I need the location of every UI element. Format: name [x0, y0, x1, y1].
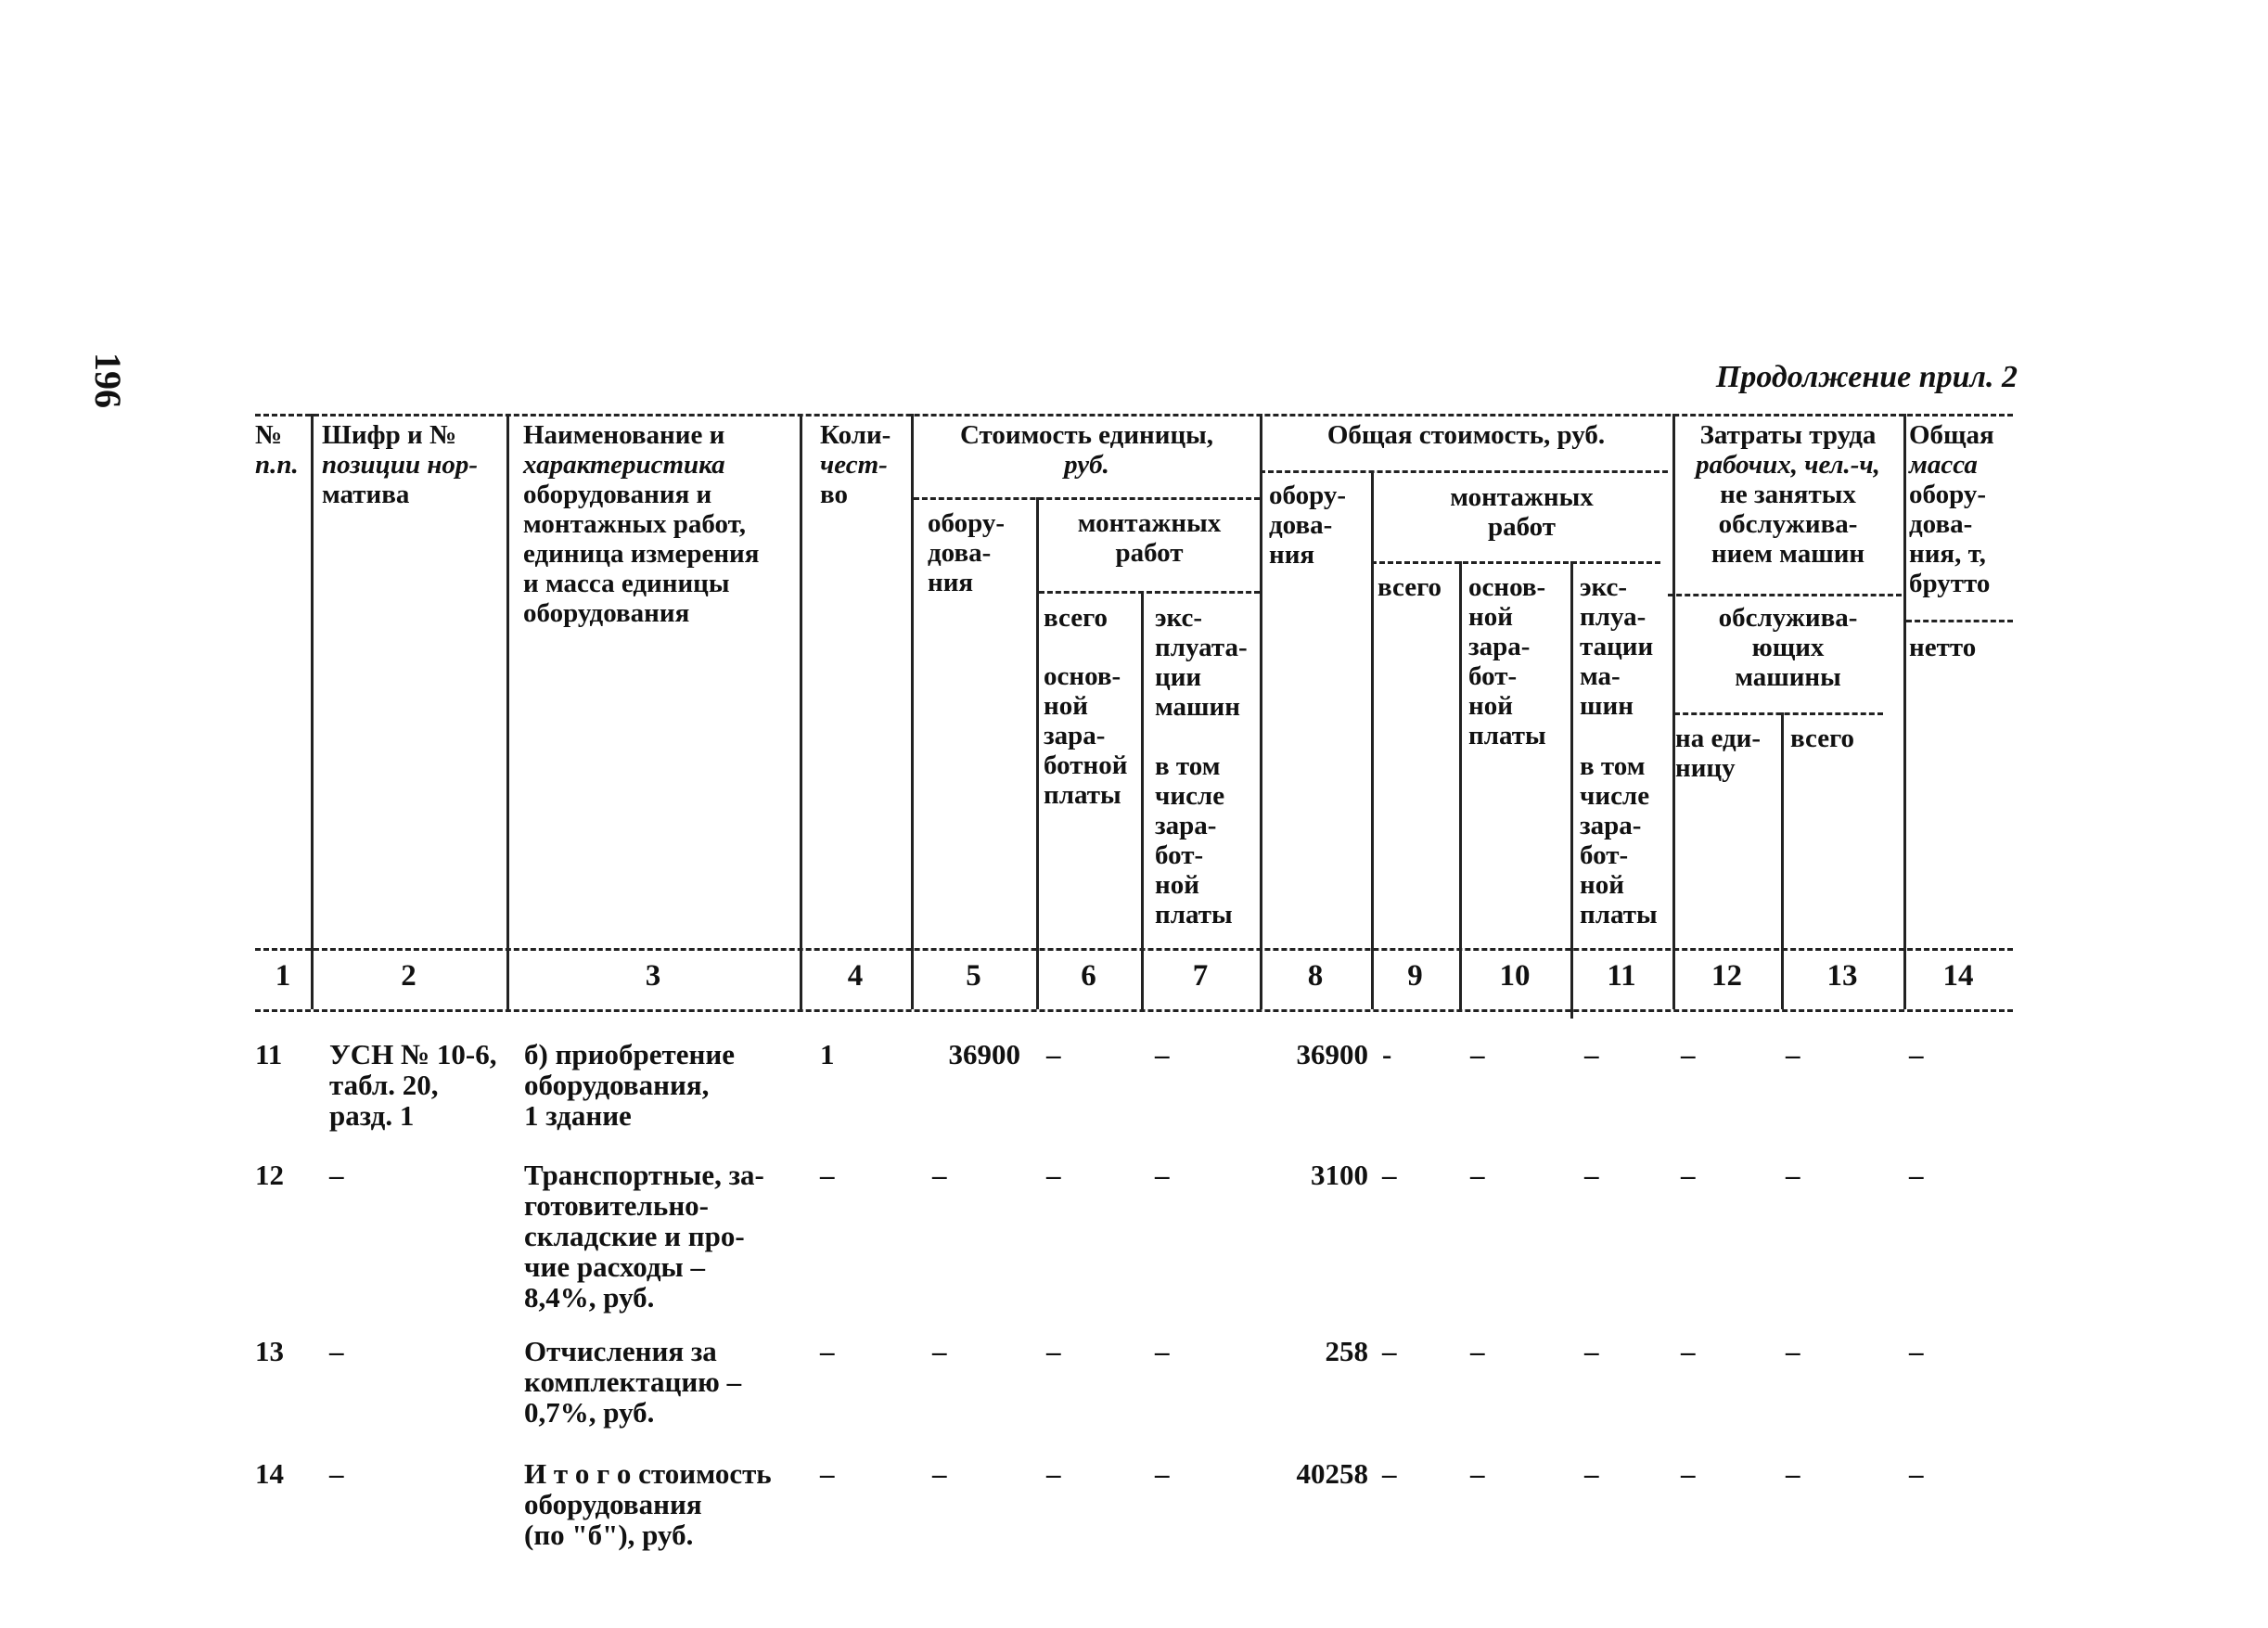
- header-col10: платы: [1468, 721, 1546, 750]
- row-c5: –: [932, 1159, 947, 1191]
- header-col5: ния: [928, 568, 974, 597]
- column-number: 8: [1307, 959, 1324, 993]
- header-col7-bottom: платы: [1155, 900, 1233, 929]
- header-mass-net: нетто: [1909, 633, 1977, 662]
- row-c11: –: [1584, 1038, 1599, 1070]
- row-name: Отчисления за: [524, 1335, 717, 1367]
- row-c7: –: [1155, 1159, 1170, 1191]
- header-col10: основ-: [1468, 572, 1546, 602]
- row-c14: –: [1909, 1038, 1924, 1070]
- row-name: 8,4%, руб.: [524, 1281, 655, 1314]
- row-c10: –: [1470, 1335, 1485, 1367]
- header-mount-works: монтажных: [1077, 508, 1222, 538]
- column-divider: [1260, 414, 1262, 1009]
- header-col11-top: экс-: [1580, 572, 1628, 602]
- row-c12: –: [1681, 1159, 1696, 1191]
- row-name: 1 здание: [524, 1099, 632, 1132]
- header-col11-bottom: числе: [1580, 781, 1650, 811]
- header-mass: ния, т,: [1909, 539, 1986, 569]
- header-col6-bottom: платы: [1044, 780, 1121, 810]
- row-c14: –: [1909, 1335, 1924, 1367]
- column-number: 4: [847, 959, 864, 993]
- header-labor: Затраты труда: [1699, 420, 1877, 450]
- row-number: 11: [255, 1038, 283, 1070]
- row-c6: –: [1046, 1457, 1061, 1490]
- row-c11: –: [1584, 1457, 1599, 1490]
- row-c11: –: [1584, 1159, 1599, 1191]
- header-col10: ной: [1468, 602, 1513, 632]
- row-number: 13: [255, 1335, 284, 1367]
- row-name: (по "б"), руб.: [524, 1519, 694, 1551]
- column-number: 6: [1081, 959, 1096, 993]
- row-c13: –: [1786, 1038, 1800, 1070]
- header-labor-sub: машины: [1735, 662, 1841, 692]
- header-col11-top: ма-: [1580, 661, 1621, 691]
- header-col11-top: шин: [1580, 691, 1634, 721]
- row-c10: –: [1470, 1457, 1485, 1490]
- row-name: б) приобретение: [524, 1038, 736, 1070]
- row-code: табл. 20,: [329, 1069, 439, 1101]
- header-col10: зара-: [1468, 632, 1531, 661]
- table-rule: [1668, 594, 1902, 596]
- row-code: –: [329, 1335, 344, 1367]
- header-col7-bottom: зара-: [1155, 811, 1217, 840]
- header-col7-bottom: бот-: [1155, 840, 1204, 870]
- column-divider: [1141, 591, 1144, 1009]
- header-mass: дова-: [1909, 509, 1973, 539]
- column-number: 5: [966, 959, 981, 993]
- row-c9: –: [1382, 1159, 1397, 1191]
- row-number: 12: [255, 1159, 284, 1191]
- header-col3: Наименование и: [523, 420, 725, 450]
- header-col11-bottom: зара-: [1580, 811, 1642, 840]
- header-mass: брутто: [1909, 569, 1991, 598]
- header-mount-works-total: работ: [1487, 512, 1557, 542]
- header-col11-bottom: бот-: [1580, 840, 1629, 870]
- header-col6-bottom: зара-: [1044, 721, 1106, 750]
- column-divider: [311, 414, 314, 1009]
- row-c8: 36900: [1296, 1038, 1368, 1070]
- row-c6: –: [1046, 1335, 1061, 1367]
- table-rule: [255, 948, 2013, 951]
- row-c13: –: [1786, 1159, 1800, 1191]
- header-col3: единица измерения: [523, 539, 760, 569]
- row-name: складские и про-: [524, 1220, 745, 1252]
- header-mount-works-total: монтажных: [1450, 482, 1594, 512]
- row-quantity: –: [820, 1457, 835, 1490]
- header-col1: №: [255, 420, 283, 450]
- row-c13: –: [1786, 1335, 1800, 1367]
- header-labor: обслужива-: [1718, 509, 1858, 539]
- header-labor: рабочих, чел.-ч,: [1696, 450, 1880, 480]
- row-c9: –: [1382, 1335, 1397, 1367]
- header-col7-bottom: ной: [1155, 870, 1199, 900]
- row-c6: –: [1046, 1159, 1061, 1191]
- row-c7: –: [1155, 1038, 1170, 1070]
- header-col5: дова-: [928, 538, 992, 568]
- header-mass: Общая: [1909, 420, 1994, 450]
- header-col3: оборудования и: [523, 480, 712, 509]
- row-c9: –: [1382, 1457, 1397, 1490]
- row-c8: 258: [1325, 1335, 1368, 1367]
- column-divider: [1570, 561, 1573, 1019]
- column-divider: [1459, 561, 1462, 1009]
- row-c12: –: [1681, 1457, 1696, 1490]
- header-unit-cost: руб.: [1064, 450, 1109, 480]
- header-col10: бот-: [1468, 661, 1518, 691]
- row-c12: –: [1681, 1335, 1696, 1367]
- column-number: 11: [1607, 959, 1636, 993]
- row-c13: –: [1786, 1457, 1800, 1490]
- header-col8: обору-: [1269, 481, 1347, 510]
- header-col6-bottom: основ-: [1044, 661, 1121, 691]
- header-labor: нием машин: [1711, 539, 1865, 569]
- row-c12: –: [1681, 1038, 1696, 1070]
- page-number: 196: [87, 353, 129, 408]
- header-col1: п.п.: [255, 450, 299, 480]
- column-number: 14: [1942, 959, 1974, 993]
- row-quantity: 1: [820, 1038, 835, 1070]
- table-rule: [1906, 620, 2013, 622]
- header-labor-sub: обслужива-: [1718, 603, 1858, 633]
- row-name: комплектацию –: [524, 1365, 742, 1398]
- header-unit-cost: Стоимость единицы,: [959, 420, 1214, 450]
- column-number: 1: [275, 959, 291, 993]
- table-rule: [1674, 712, 1883, 715]
- header-col11-bottom: ной: [1580, 870, 1624, 900]
- row-c11: –: [1584, 1335, 1599, 1367]
- column-divider: [1903, 414, 1906, 1009]
- column-number: 9: [1407, 959, 1423, 993]
- header-col11-bottom: платы: [1580, 900, 1658, 929]
- row-code: –: [329, 1457, 344, 1490]
- row-c14: –: [1909, 1457, 1924, 1490]
- table-rule: [914, 497, 1260, 500]
- row-quantity: –: [820, 1159, 835, 1191]
- column-number: 13: [1826, 959, 1858, 993]
- row-c8: 3100: [1311, 1159, 1368, 1191]
- row-code: –: [329, 1159, 344, 1191]
- column-divider: [1036, 497, 1039, 1009]
- header-col6-bottom: ботной: [1044, 750, 1128, 780]
- header-col7-top: плуата-: [1155, 633, 1248, 662]
- header-col6-top: всего: [1044, 603, 1108, 633]
- header-col11-bottom: в том: [1580, 751, 1646, 781]
- header-col7-top: машин: [1155, 692, 1240, 722]
- column-number: 10: [1499, 959, 1531, 993]
- row-name: 0,7%, руб.: [524, 1396, 655, 1429]
- row-name: оборудования: [524, 1488, 702, 1520]
- column-divider: [506, 414, 509, 1009]
- header-col2: матива: [322, 480, 410, 509]
- row-code: разд. 1: [329, 1099, 415, 1132]
- row-quantity: –: [820, 1335, 835, 1367]
- table-rule: [1260, 470, 1668, 473]
- row-name: готовительно-: [524, 1189, 710, 1222]
- column-number: 12: [1711, 959, 1742, 993]
- header-col4: Коли-: [820, 420, 891, 450]
- header-col3: оборудования: [523, 598, 690, 628]
- header-col7-bottom: числе: [1155, 781, 1225, 811]
- row-c8: 40258: [1296, 1457, 1368, 1490]
- header-col8: дова-: [1269, 510, 1333, 540]
- row-c9: -: [1382, 1038, 1392, 1070]
- header-col3: характеристика: [523, 450, 725, 480]
- header-mount-works: работ: [1115, 538, 1184, 568]
- row-c7: –: [1155, 1335, 1170, 1367]
- row-c7: –: [1155, 1457, 1170, 1490]
- row-c10: –: [1470, 1038, 1485, 1070]
- table-rule: [1371, 561, 1660, 564]
- header-mass: обору-: [1909, 480, 1987, 509]
- row-c5: –: [932, 1457, 947, 1490]
- header-col3: монтажных работ,: [523, 509, 746, 539]
- row-code: УСН № 10-6,: [329, 1038, 497, 1070]
- row-name: оборудования,: [524, 1069, 710, 1101]
- row-name: Транспортные, за-: [524, 1159, 764, 1191]
- row-c5: –: [932, 1335, 947, 1367]
- column-divider: [800, 414, 802, 1009]
- header-col7-top: ции: [1155, 662, 1202, 692]
- header-col13: всего: [1790, 724, 1855, 753]
- row-c5: 36900: [948, 1038, 1020, 1070]
- column-number: 7: [1192, 959, 1209, 993]
- header-col2: позиции нор-: [322, 450, 479, 480]
- row-name: чие расходы –: [524, 1250, 706, 1283]
- row-c6: –: [1046, 1038, 1061, 1070]
- header-col7-bottom: в том: [1155, 751, 1221, 781]
- column-divider: [1371, 470, 1374, 1009]
- header-col12: на еди-: [1675, 724, 1761, 753]
- header-col4: чест-: [820, 450, 888, 480]
- header-col2: Шифр и №: [322, 420, 457, 450]
- row-name: И т о г о стоимость: [524, 1457, 772, 1490]
- table-rule: [255, 1009, 2013, 1012]
- column-number: 3: [645, 959, 661, 993]
- header-col11-top: плуа-: [1580, 602, 1647, 632]
- header-col12: ницу: [1675, 753, 1736, 783]
- table-rule: [1039, 591, 1260, 594]
- column-divider: [911, 414, 914, 1009]
- header-labor-sub: ющих: [1751, 633, 1825, 662]
- header-total-cost: Общая стоимость, руб.: [1326, 420, 1606, 450]
- row-number: 14: [255, 1457, 284, 1490]
- header-col6-bottom: ной: [1044, 691, 1088, 721]
- header-col4: во: [820, 480, 848, 509]
- header-col10: ной: [1468, 691, 1513, 721]
- column-number: 2: [401, 959, 416, 993]
- header-col11-top: тации: [1580, 632, 1654, 661]
- row-c10: –: [1470, 1159, 1485, 1191]
- header-col8: ния: [1269, 540, 1315, 570]
- header-labor: не занятых: [1720, 480, 1856, 509]
- continuation-label: Продолжение прил. 2: [1715, 360, 2018, 394]
- row-c14: –: [1909, 1159, 1924, 1191]
- table-rule: [255, 414, 2013, 417]
- header-col9: всего: [1377, 572, 1442, 602]
- header-mass: масса: [1909, 450, 1978, 480]
- header-col5: обору-: [928, 508, 1006, 538]
- header-col3: и масса единицы: [523, 569, 730, 598]
- header-col7-top: экс-: [1155, 603, 1203, 633]
